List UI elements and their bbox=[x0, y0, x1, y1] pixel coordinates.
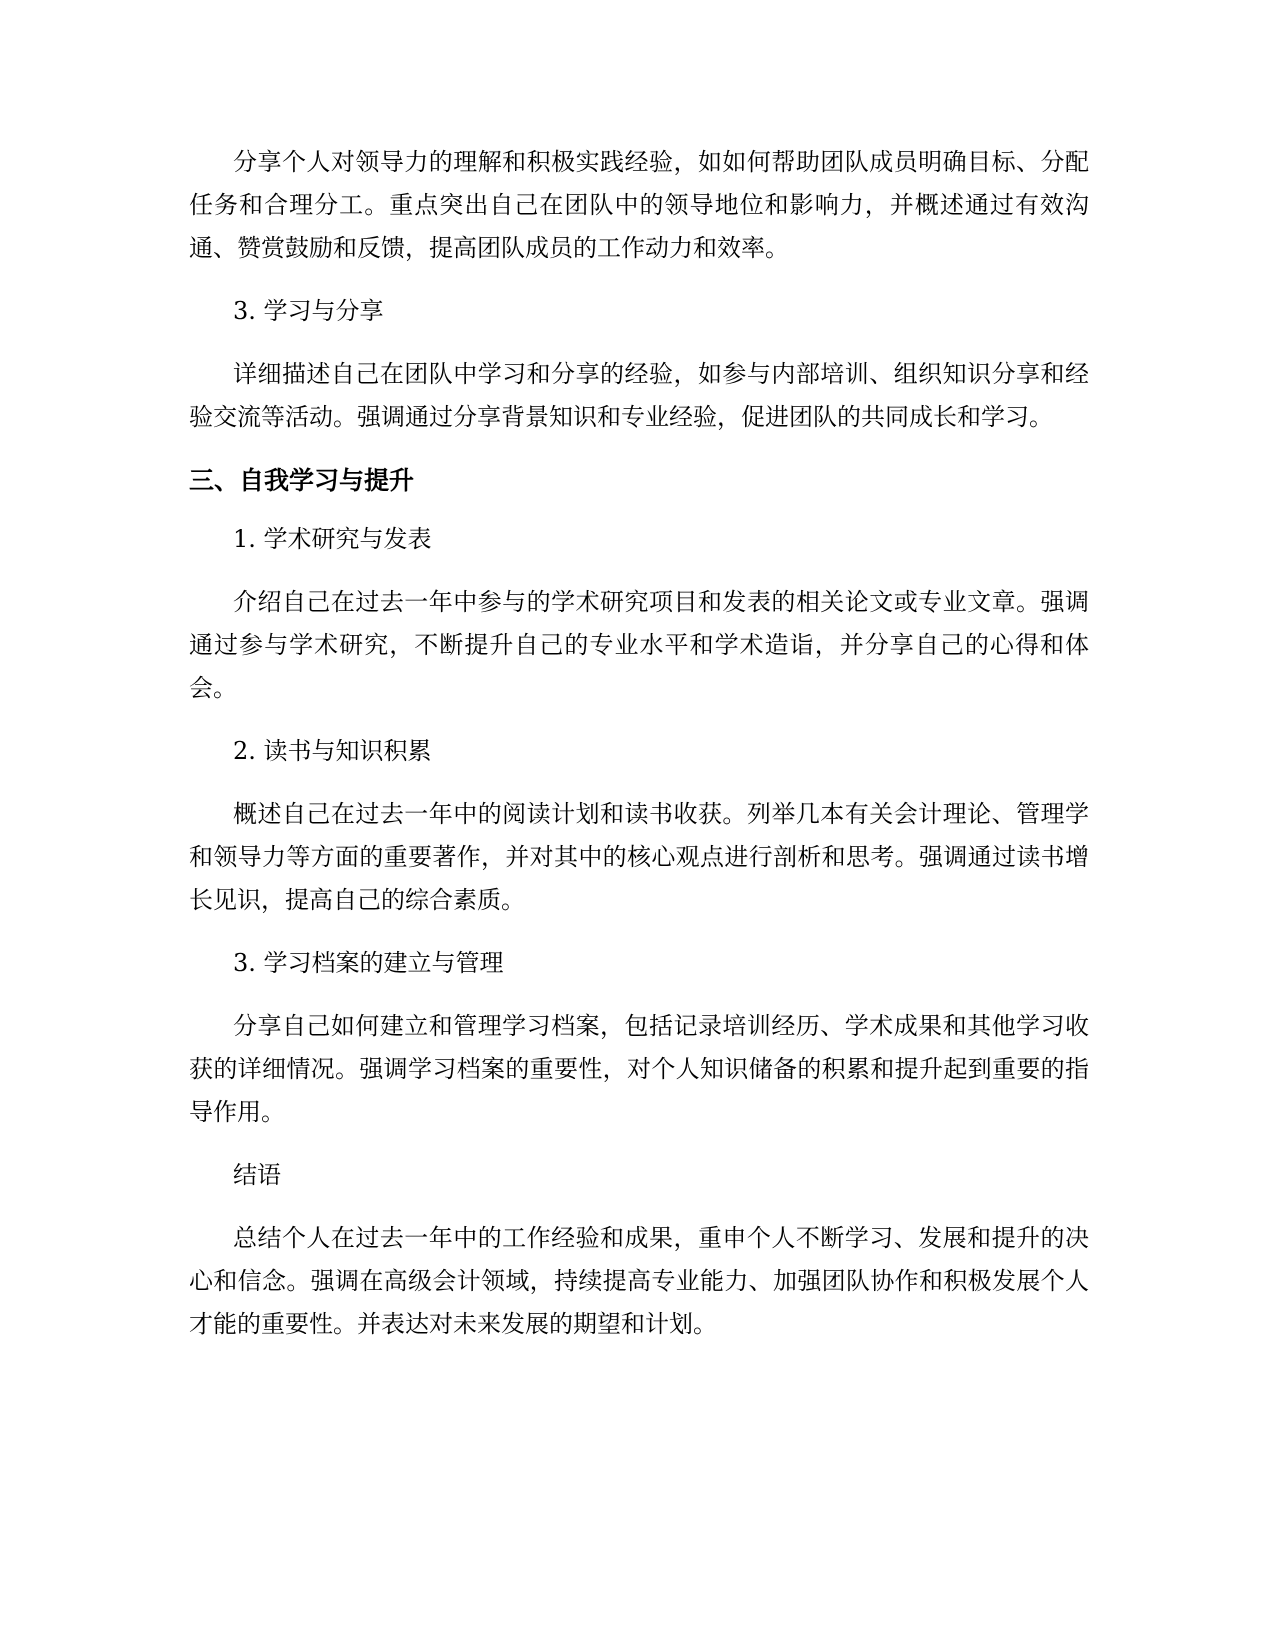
subheading-reading: 2. 读书与知识积累 bbox=[233, 737, 432, 765]
paragraph-conclusion: 总结个人在过去一年中的工作经验和成果，重申个人不断学习、发展和提升的决心和信念。强调在高级会计领域，持续提高专业能力、加强团队协作和积极发展个人才能的重要性。并表达对未来发展的期望和计划。 bbox=[189, 1224, 1089, 1338]
paragraph-leadership-practice: 分享个人对领导力的理解和积极实践经验，如如何帮助团队成员明确目标、分配任务和合理分工。重点突出自己在团队中的领导地位和影响力，并概述通过有效沟通、赞赏鼓励和反馈，提高团队成员的工作动力和效率。 bbox=[189, 148, 1089, 262]
document-body bbox=[189, 141, 1089, 1366]
paragraph-academic-research: 介绍自己在过去一年中参与的学术研究项目和发表的相关论文或专业文章。强调通过参与学术研究，不断提升自己的专业水平和学术造诣，并分享自己的心得和体会。 bbox=[189, 588, 1089, 702]
subheading-conclusion: 结语 bbox=[233, 1161, 281, 1189]
subheading-learning-archive: 3. 学习档案的建立与管理 bbox=[233, 949, 504, 977]
subheading-academic-research: 1. 学术研究与发表 bbox=[233, 525, 432, 553]
section-heading-self-learning: 三、自我学习与提升 bbox=[189, 466, 415, 495]
paragraph-learning-sharing: 详细描述自己在团队中学习和分享的经验，如参与内部培训、组织知识分享和经验交流等活动。强调通过分享背景知识和专业经验，促进团队的共同成长和学习。 bbox=[189, 360, 1089, 431]
subheading-learning-sharing: 3. 学习与分享 bbox=[233, 297, 384, 325]
paragraph-reading: 概述自己在过去一年中的阅读计划和读书收获。列举几本有关会计理论、管理学和领导力等方面的重要著作，并对其中的核心观点进行剖析和思考。强调通过读书增长见识，提高自己的综合素质。 bbox=[189, 800, 1089, 914]
paragraph-learning-archive: 分享自己如何建立和管理学习档案，包括记录培训经历、学术成果和其他学习收获的详细情况。强调学习档案的重要性，对个人知识储备的积累和提升起到重要的指导作用。 bbox=[189, 1012, 1089, 1126]
